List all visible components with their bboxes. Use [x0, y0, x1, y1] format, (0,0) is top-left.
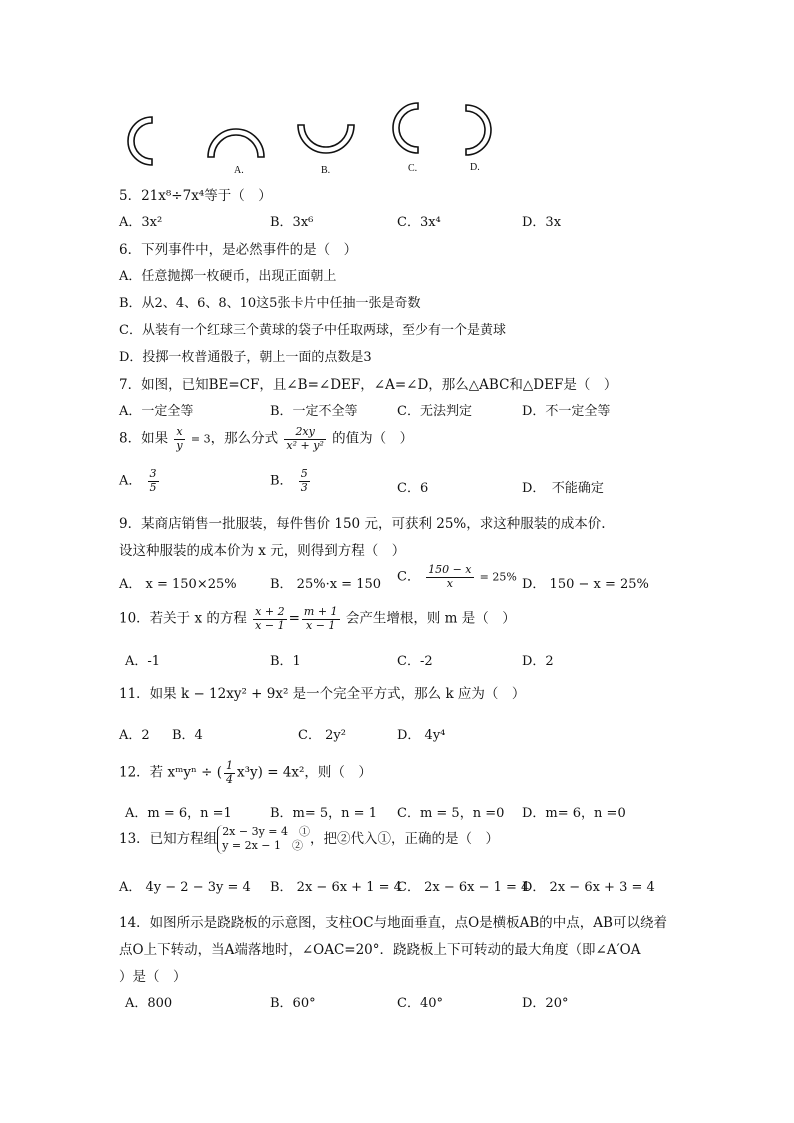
- q11-stem: 11．如果 k − 12xy² + 9x² 是一个完全平方式，那么 k 应为（ ）: [119, 686, 526, 702]
- figure-label-a: A.: [234, 165, 244, 176]
- q10-right-fraction: [302, 606, 340, 632]
- figure-label-c: C.: [408, 163, 418, 174]
- q12-prefix: 12．若 xᵐyⁿ ÷ (: [119, 764, 222, 781]
- q10-option-a: A．-1: [125, 654, 161, 669]
- arc-figure-a: [208, 129, 264, 157]
- q12-option-a: A．m = 6，n =1: [125, 806, 232, 821]
- q10-option-d: D．2: [522, 654, 554, 669]
- q6-option-c: C．从装有一个红球三个黄球的袋子中任取两球，至少有一个是黄球: [119, 323, 506, 338]
- q12-rest: x³y) = 4x²，则（ ）: [237, 764, 372, 781]
- q8-option-a-den: 5: [149, 480, 157, 494]
- q9-option-a: A． x = 150×25%: [119, 577, 237, 592]
- q8-mid: ，那么分式: [210, 430, 279, 447]
- q11-option-c: C． 2y²: [298, 728, 346, 743]
- q6-stem: 6．下列事件中，是必然事件的是（ ）: [119, 242, 358, 258]
- arc-figure-b: [298, 125, 354, 153]
- q14-option-c: C．40°: [397, 996, 443, 1011]
- q10-right-den: x − 1: [306, 618, 336, 632]
- q8-expression-fraction: [284, 426, 325, 452]
- q11-option-a: A．2: [119, 728, 150, 743]
- q8-option-b-fraction: [299, 468, 310, 494]
- q8-prefix: 8．如果: [119, 430, 169, 447]
- figure-label-b: B.: [321, 165, 331, 176]
- q8-cond-num: x: [176, 425, 183, 438]
- q8-cond-den: y: [176, 438, 183, 452]
- q9-option-c-fraction: [426, 564, 473, 590]
- q14-option-a: A．800: [125, 996, 173, 1011]
- q10-right-num: m + 1: [303, 605, 338, 618]
- q8-option-a-num: 3: [149, 467, 157, 480]
- q8-option-d: D． 不能确定: [522, 481, 604, 496]
- q13-stem: [119, 825, 499, 854]
- arc-figures: [110, 95, 510, 180]
- q9-option-c-label: C．: [397, 569, 420, 585]
- q8-condition-fraction: [174, 426, 184, 452]
- q12-option-b: B．m= 5，n = 1: [270, 806, 377, 821]
- arc-figure-1: [128, 117, 152, 165]
- q10-suffix: 会产生增根，则 m 是（ ）: [345, 610, 516, 627]
- q10-option-c: C．-2: [397, 654, 433, 669]
- q10-left-den: x − 1: [255, 618, 285, 632]
- q8-option-a: [119, 468, 161, 494]
- q8-frac-num: 2xy: [284, 426, 325, 440]
- q13-equation-2: y = 2x − 1 ②: [222, 839, 304, 853]
- q8-option-c: C．6: [397, 481, 429, 496]
- q10-stem: [119, 606, 516, 632]
- q10-prefix: 10．若关于 x 的方程: [119, 610, 247, 627]
- q5-option-a: A．3x²: [119, 215, 163, 230]
- figure-label-d: D.: [470, 162, 480, 173]
- q11-option-d: D． 4y⁴: [397, 728, 446, 743]
- q9-option-d: D． 150 − x = 25%: [522, 577, 649, 592]
- q8-frac-den: x² + y²: [286, 438, 324, 452]
- q7-option-d: D．不一定全等: [522, 404, 611, 419]
- q7-option-c: C．无法判定: [397, 404, 472, 419]
- q10-left-fraction: [253, 606, 286, 632]
- q9-option-c: [397, 564, 517, 590]
- q14-stem-line3: ）是（ ）: [119, 969, 187, 985]
- q12-frac-den: 4: [226, 772, 233, 786]
- q8-stem: [119, 426, 413, 452]
- q8-suffix: 的值为（ ）: [332, 430, 414, 447]
- q10-left-num: x + 2: [255, 605, 285, 618]
- q12-option-d: D．m= 6，n =0: [522, 806, 626, 821]
- q5-stem: 5．21x⁸÷7x⁴等于（ ）: [119, 188, 272, 204]
- q10-equals: =: [288, 610, 300, 627]
- q7-option-a: A．一定全等: [119, 404, 194, 419]
- q12-option-c: C．m = 5，n =0: [397, 806, 505, 821]
- q9-option-c-rest: = 25%: [479, 570, 517, 584]
- q8-option-b: [270, 468, 312, 494]
- q14-stem-line1: 14．如图所示是跷跷板的示意图，支柱OC与地面垂直，点O是横板AB的中点，AB可以绕着: [119, 915, 667, 931]
- q10-option-b: B．1: [270, 654, 301, 669]
- q13-equation-system: [217, 825, 310, 854]
- q6-option-a: A．任意抛掷一枚硬币，出现正面朝上: [119, 269, 337, 284]
- q14-option-b: B．60°: [270, 996, 316, 1011]
- q5-option-d: D．3x: [522, 215, 562, 230]
- q5-option-c: C．3x⁴: [397, 215, 441, 230]
- q9-stem-line1: 9．某商店销售一批服装，每件售价 150 元，可获利 25%，求这种服装的成本价.: [119, 516, 606, 532]
- q9-option-c-den: x: [446, 576, 453, 590]
- q13-prefix: 13．已知方程组: [119, 830, 218, 847]
- q7-option-b: B．一定不全等: [270, 404, 358, 419]
- q9-stem-line2: 设这种服装的成本价为 x 元，则得到方程（ ）: [119, 543, 406, 559]
- arc-figure-c: [393, 103, 418, 153]
- q13-option-b: B． 2x − 6x + 1 = 4: [270, 880, 402, 895]
- q14-option-d: D．20°: [522, 996, 569, 1011]
- q13-equation-1: 2x − 3y = 4 ①: [222, 825, 311, 838]
- q9-option-c-num: 150 − x: [428, 563, 472, 576]
- q9-option-b: B． 25%·x = 150: [270, 577, 382, 592]
- q12-stem: [119, 760, 372, 786]
- q12-fraction: [224, 760, 235, 786]
- q6-option-d: D．投掷一枚普通骰子，朝上一面的点数是3: [119, 350, 372, 365]
- q8-option-b-den: 3: [300, 480, 308, 494]
- q8-option-a-fraction: [148, 468, 159, 494]
- q14-stem-line2: 点O上下转动，当A端落地时，∠OAC=20°．跷跷板上下可转动的最大角度（即∠A′OA: [119, 942, 641, 958]
- q8-option-b-label: B．: [270, 473, 293, 489]
- q8-option-a-label: A．: [119, 473, 142, 489]
- q8-option-b-num: 5: [300, 467, 308, 480]
- q13-option-c: C． 2x − 6x − 1 = 4: [397, 880, 530, 895]
- q5-option-b: B．3x⁶: [270, 215, 314, 230]
- q13-option-a: A． 4y − 2 − 3y = 4: [119, 880, 251, 895]
- q12-frac-num: 1: [226, 759, 233, 772]
- q8-cond-rest: = 3: [190, 432, 211, 446]
- q13-option-d: D． 2x − 6x + 3 = 4: [522, 880, 655, 895]
- q11-option-b: B．4: [172, 728, 203, 743]
- arc-figure-d: [466, 105, 491, 155]
- q7-stem: 7．如图，已知BE=CF，且∠B=∠DEF，∠A=∠D，那么△ABC和△DEF是（ ）: [119, 377, 618, 393]
- q13-suffix: ，把②代入①，正确的是（ ）: [310, 830, 500, 847]
- q6-option-b: B．从2、4、6、8、10这5张卡片中任抽一张是奇数: [119, 296, 421, 311]
